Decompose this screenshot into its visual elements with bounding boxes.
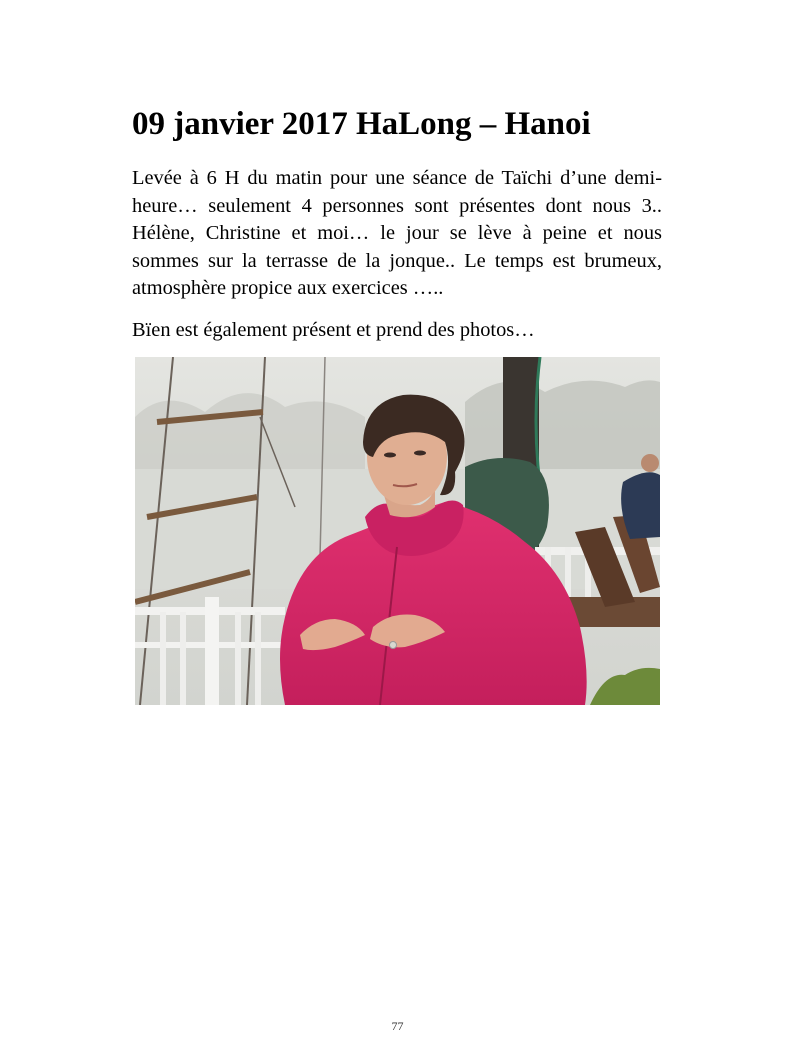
page-title: 09 janvier 2017 HaLong – Hanoi bbox=[132, 106, 591, 142]
paragraph-photographer: Bïen est également présent et prend des photos… bbox=[132, 319, 535, 341]
photo-woman-taichi bbox=[135, 357, 660, 705]
photo-illustration bbox=[135, 357, 660, 705]
page-number: 77 bbox=[391, 1019, 404, 1033]
paragraph-intro: Levée à 6 H du matin pour une séance de Taïchi d’une demi-heure… seulement 4 personnes sont présentes dont nous 3.. Hélène, Christine et moi… le jour se lève à peine et nous sommes sur la terrasse de la jonque.. Le temps est brumeux, atmosphère propice aux exercices ….. bbox=[132, 167, 662, 300]
